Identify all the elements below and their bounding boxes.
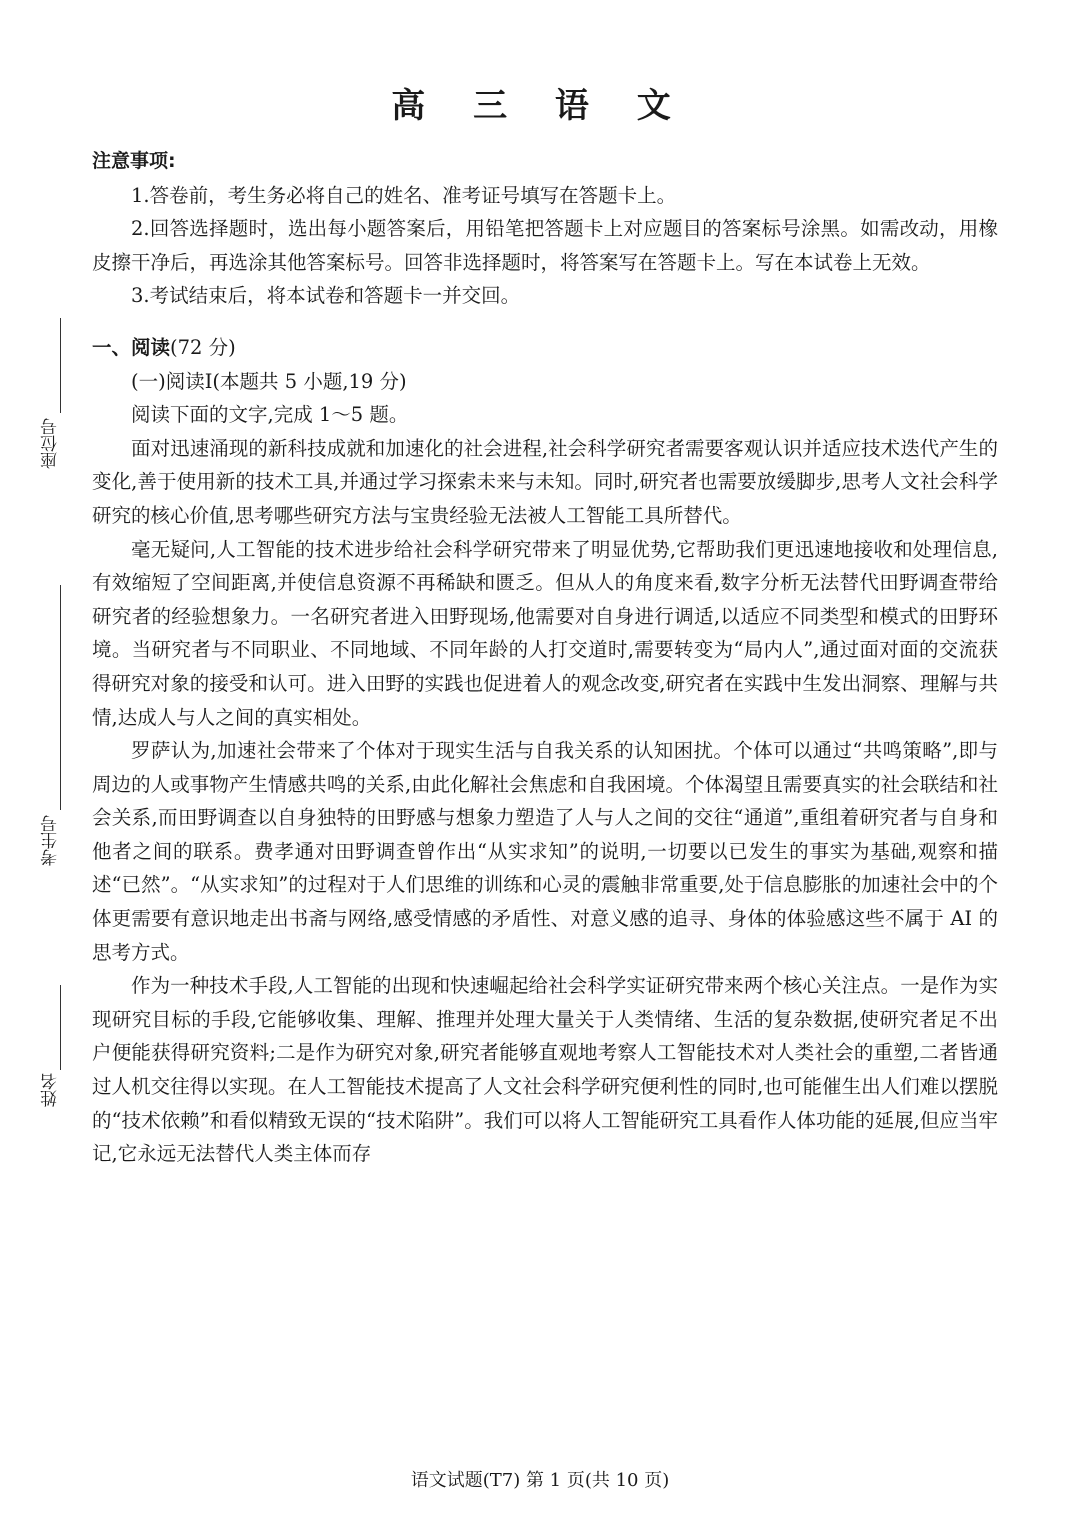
- seat-number-label: 座位号: [41, 418, 61, 469]
- reading-instruction: 阅读下面的文字,完成 1～5 题。: [131, 403, 409, 427]
- section-heading: [92, 331, 998, 365]
- notice-item: 2.回答选择题时，选出每小题答案后，用铅笔把答题卡上对应题目的答案标号涂黑。如需改动，用橡皮擦干净后，再选涂其他答案标号。回答非选择题时，将答案写在答题卡上。写在本试卷上无效。: [92, 217, 998, 274]
- sub-section-heading: (一)阅读Ⅰ(本题共 5 小题,19 分): [131, 369, 407, 393]
- name-line: [60, 985, 61, 1070]
- exam-number-line: [60, 585, 61, 810]
- passage-paragraph: 面对迅速涌现的新科技成就和加速化的社会进程,社会科学研究者需要客观认识并适应技术迭代产生的变化,善于使用新的技术工具,并通过学习探索未来与未知。同时,研究者也需要放缓脚步,思考人文社会科学研究的核心价值,思考哪些研究方法与宝贵经验无法被人工智能工具所替代。: [92, 436, 998, 527]
- page-footer: 语文试题(T7) 第 1 页(共 10 页): [410, 1470, 670, 1491]
- seat-number-line: [60, 318, 61, 413]
- section-heading-bold: 一、阅读: [92, 335, 171, 359]
- exam-number-label: 考生号: [41, 815, 61, 866]
- notice-item: 3.考试结束后，将本试卷和答题卡一并交回。: [131, 284, 521, 308]
- notice-heading: 注意事项:: [92, 150, 176, 172]
- name-label: 姓名: [41, 1073, 61, 1107]
- passage-paragraph: 毫无疑问,人工智能的技术进步给社会科学研究带来了明显优势,它帮助我们更迅速地接收和处理信息,有效缩短了空间距离,并使信息资源不再稀缺和匮乏。但从人的角度来看,数字分析无法替代田野调查带给研究者的经验想象力。一名研究者进入田野现场,他需要对自身进行调适,以适应不同类型和模式的田野环境。当研究者与不同职业、不同地域、不同年龄的人打交道时,需要转变为“局内人”,通过面对面的交流获得研究对象的接受和认可。进入田野的实践也促进着人的观念改变,研究者在实践中生发出洞察、理解与共情,达成人与人之间的真实相处。: [92, 537, 998, 729]
- notice-item: 1.答卷前，考生务必将自己的姓名、准考证号填写在答题卡上。: [131, 183, 677, 207]
- main-content: [92, 145, 998, 1171]
- passage-paragraph: 罗萨认为,加速社会带来了个体对于现实生活与自我关系的认知困扰。个体可以通过“共鸣策略”,即与周边的人或事物产生情感共鸣的关系,由此化解社会焦虑和自我困境。个体渴望且需要真实的社会联结和社会关系,而田野调查以自身独特的田野感与想象力塑造了人与人之间的交往“通道”,重组着研究者与自身和他者之间的联系。费孝通对田野调查曾作出“从实求知”的说明,一切要以已发生的事实为基础,观察和描述“已然”。“从实求知”的过程对于人们思维的训练和心灵的震触非常重要,处于信息膨胀的加速社会中的个体更需要有意识地走出书斋与网络,感受情感的矛盾性、对意义感的追寻、身体的体验感这些不属于 AI 的思考方式。: [92, 739, 998, 964]
- seat-number-field: [38, 318, 64, 478]
- section-heading-score: (72 分): [170, 335, 236, 359]
- page-title: 高 三 语 文: [391, 86, 689, 126]
- passage-paragraph: 作为一种技术手段,人工智能的出现和快速崛起给社会科学实证研究带来两个核心关注点。一是作为实现研究目标的手段,它能够收集、理解、推理并处理大量关于人类情绪、生活的复杂数据,使研究者足不出户便能获得研究资料;二是作为研究对象,研究者能够直观地考察人工智能技术对人类社会的重塑,二者皆通过人机交往得以实现。在人工智能技术提高了人文社会科学研究便利性的同时,也可能催生出人们难以摆脱的“技术依赖”和看似精致无误的“技术陷阱”。我们可以将人工智能研究工具看作人体功能的延展,但应当牢记,它永远无法替代人类主体而存: [92, 974, 998, 1166]
- exam-number-field: [38, 585, 64, 875]
- name-field: [38, 985, 64, 1115]
